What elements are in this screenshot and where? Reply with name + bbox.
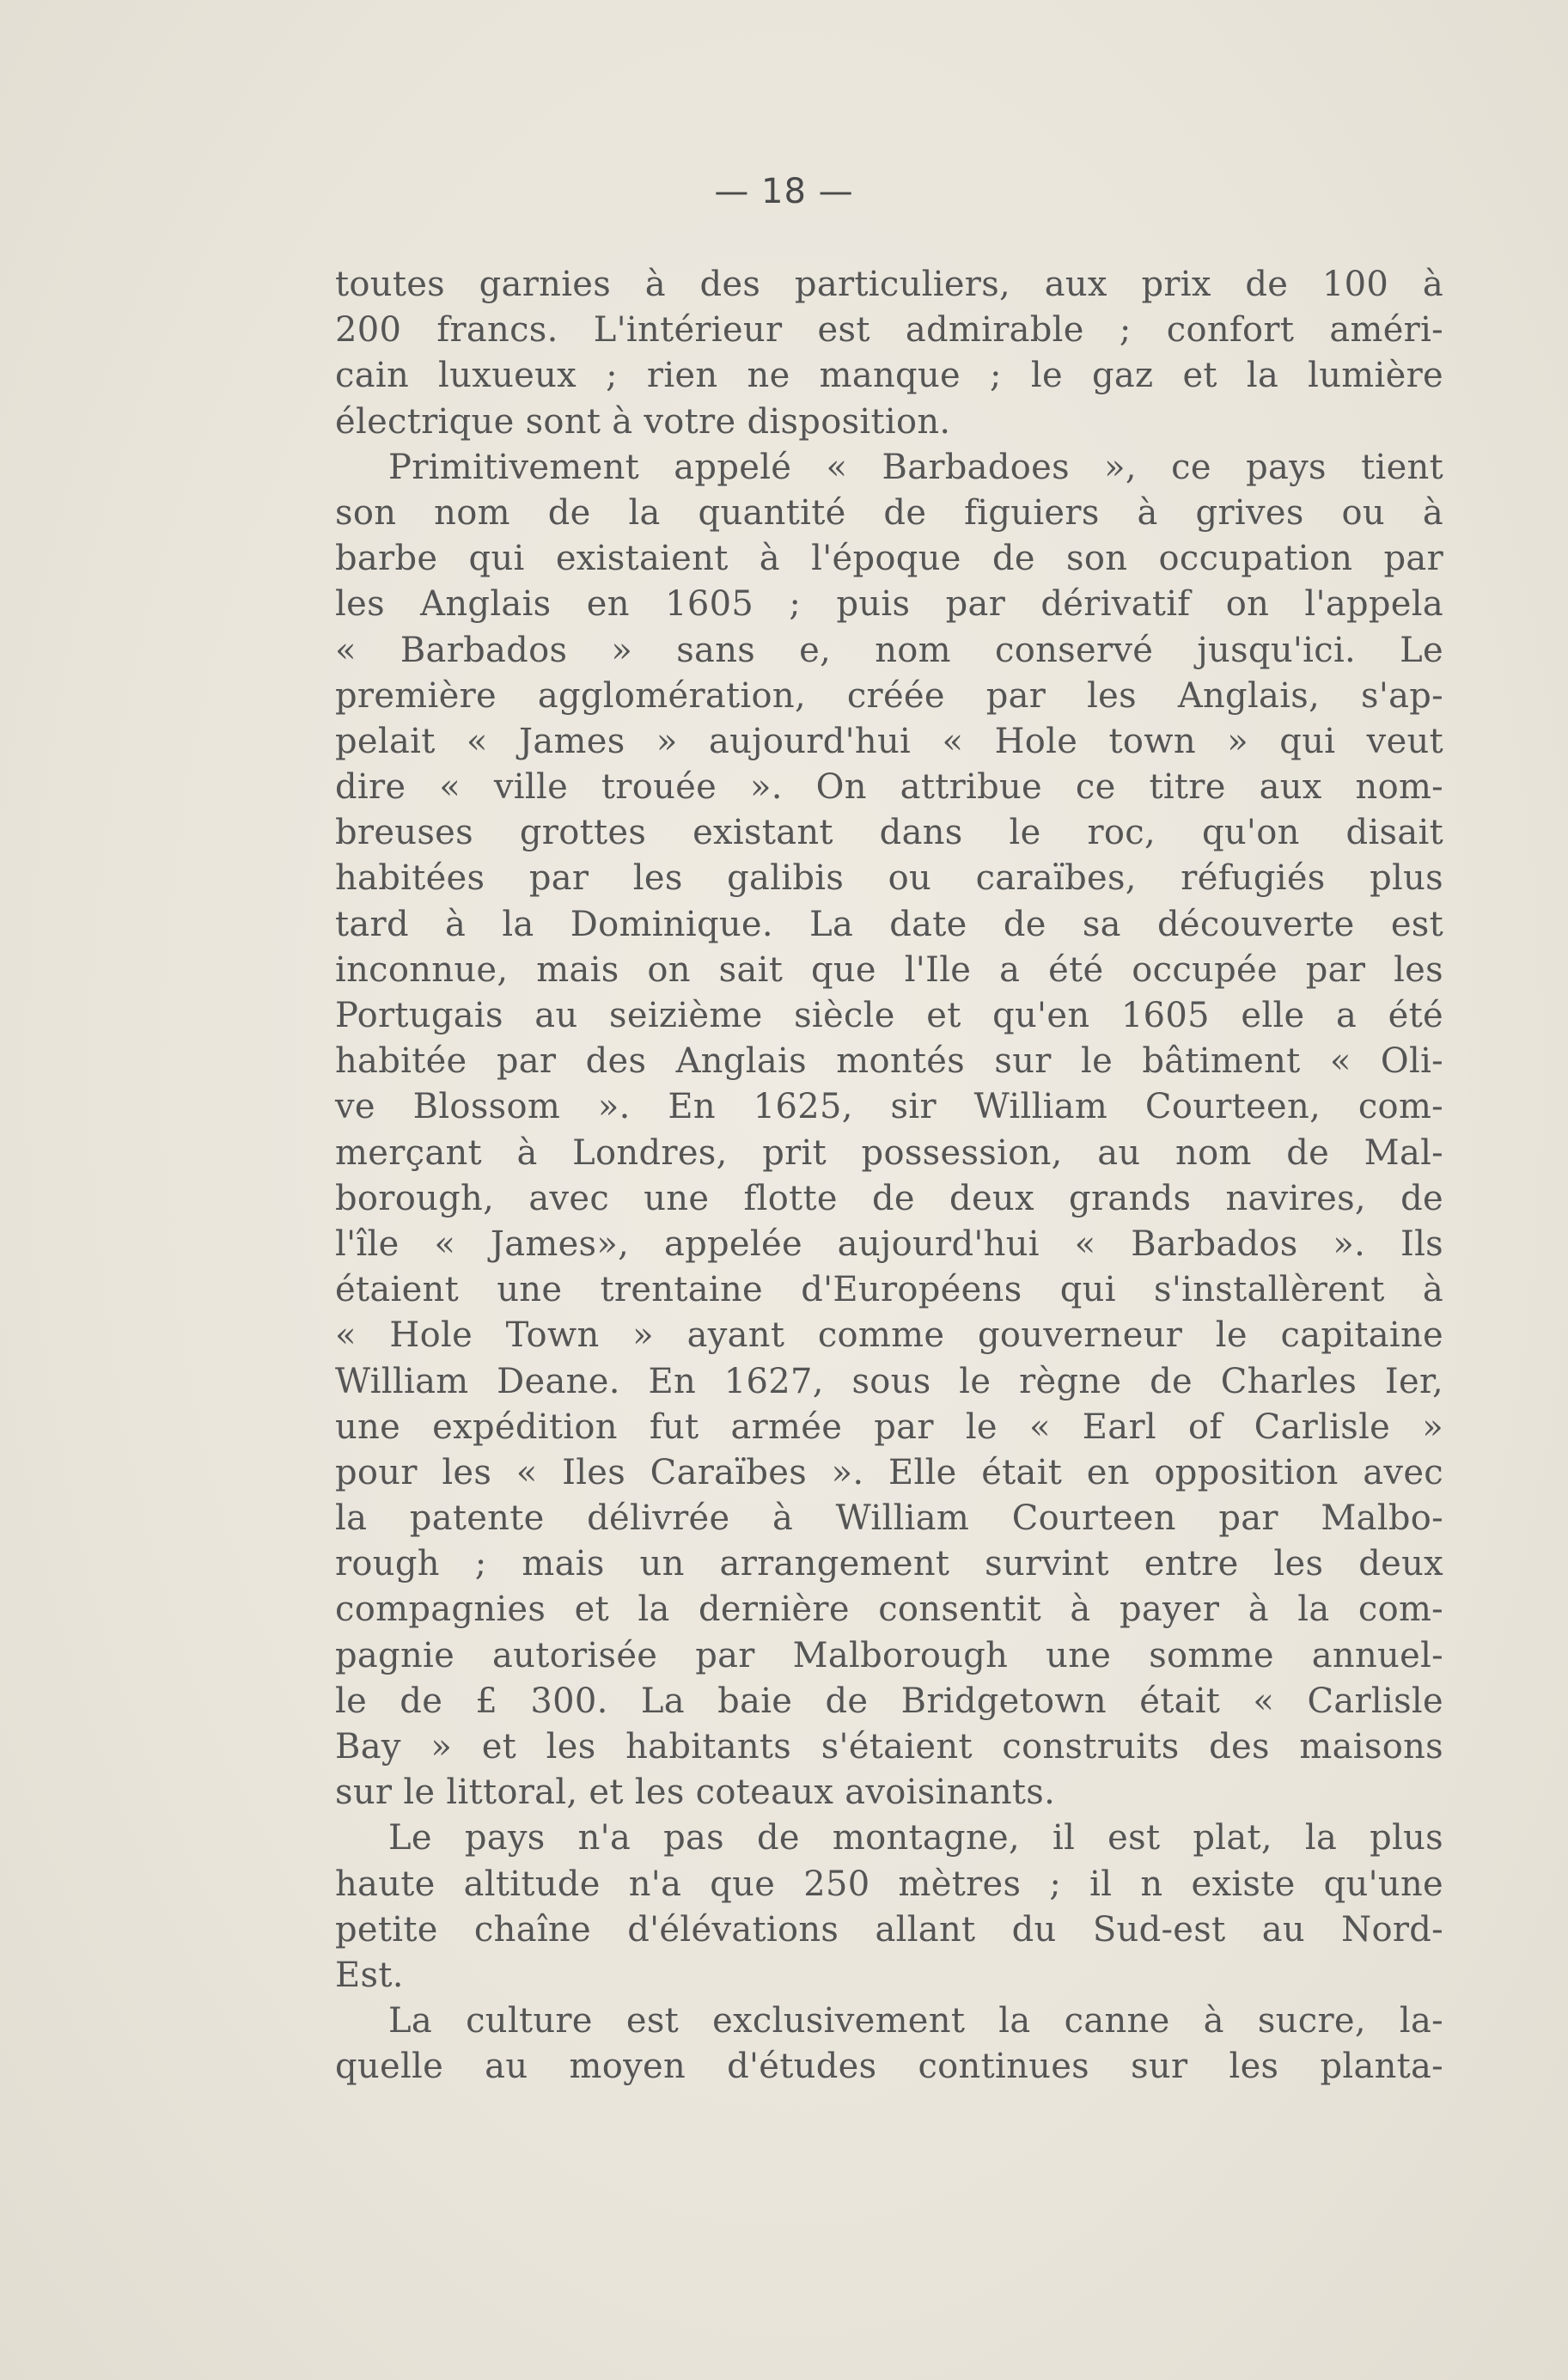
text-line: barbe qui existaient à l'époque de son occupation par <box>335 539 1443 579</box>
text-line: ve Blossom ». En 1625, sir William Courteen, com- <box>335 1087 1443 1127</box>
text-line: l'île « James», appelée aujourd'hui « Barbados ». Ils <box>335 1224 1443 1264</box>
text-line: Primitivement appelé « Barbadoes », ce pays tient <box>388 447 1443 487</box>
text-line: rough ; mais un arrangement survint entre les deux <box>335 1544 1443 1584</box>
text-line: borough, avec une flotte de deux grands navires, de <box>335 1178 1443 1218</box>
text-line: une expédition fut armée par le « Earl of Carlisle » <box>335 1407 1443 1447</box>
text-line: « Hole Town » ayant comme gouverneur le capitaine <box>335 1315 1443 1356</box>
text-line: quelle au moyen d'études continues sur les planta- <box>335 2047 1443 2087</box>
text-line: haute altitude n'a que 250 mètres ; il n existe qu'une <box>335 1864 1443 1904</box>
text-line: pagnie autorisée par Malborough une somme annuel- <box>335 1635 1443 1675</box>
text-line: toutes garnies à des particuliers, aux prix de 100 à <box>335 265 1443 304</box>
text-line: étaient une trentaine d'Européens qui s'installèrent à <box>335 1270 1443 1310</box>
text-line: merçant à Londres, prit possession, au nom de Mal- <box>335 1132 1443 1173</box>
text-line: Bay » et les habitants s'étaient construits des maisons <box>335 1727 1443 1767</box>
text-line: le de £ 300. La baie de Bridgetown était « Carlisle <box>335 1681 1443 1721</box>
text-line: tard à la Dominique. La date de sa découverte est <box>335 904 1443 944</box>
text-line: première agglomération, créée par les Anglais, s'ap- <box>335 675 1443 716</box>
page-number: — 18 — <box>714 172 854 211</box>
text-line: William Deane. En 1627, sous le règne de Charles Ier, <box>335 1361 1443 1401</box>
text-line: dire « ville trouée ». On attribue ce titre aux nom- <box>335 767 1443 808</box>
text-line: électrique sont à votre disposition. <box>335 401 951 442</box>
text-line: pelait « James » aujourd'hui « Hole town » qui veut <box>335 721 1443 761</box>
body-text <box>335 262 1443 2090</box>
text-line: Portugais au seizième siècle et qu'en 1605 elle a été <box>335 996 1443 1035</box>
text-line: petite chaîne d'élévations allant du Sud-est au Nord- <box>335 1909 1443 1950</box>
text-line: « Barbados » sans e, nom conservé jusqu'ici. Le <box>335 630 1443 670</box>
text-line: La culture est exclusivement la canne à sucre, la- <box>388 2001 1443 2041</box>
text-line: pour les « Iles Caraïbes ». Elle était en opposition avec <box>335 1452 1443 1492</box>
text-line: habitées par les galibis ou caraïbes, réfugiés plus <box>335 858 1443 899</box>
text-line: inconnue, mais on sait que l'Ile a été occupée par les <box>335 949 1443 990</box>
text-line: les Anglais en 1605 ; puis par dérivatif on l'appela <box>335 584 1443 625</box>
text-line: cain luxueux ; rien ne manque ; le gaz et la lumière <box>335 356 1443 396</box>
text-line: breuses grottes existant dans le roc, qu'on disait <box>335 813 1443 853</box>
text-line: Le pays n'a pas de montagne, il est plat, la plus <box>388 1818 1443 1858</box>
text-line: 200 francs. L'intérieur est admirable ; confort améri- <box>335 310 1443 351</box>
text-line: son nom de la quantité de figuiers à grives ou à <box>335 492 1443 533</box>
text-line: la patente délivrée à William Courteen par Malbo- <box>335 1498 1443 1539</box>
text-line: compagnies et la dernière consentit à payer à la com- <box>335 1590 1443 1630</box>
text-line: habitée par des Anglais montés sur le bâtiment « Oli- <box>335 1041 1443 1082</box>
text-line: Est. <box>335 1955 404 1995</box>
text-line: sur le littoral, et les coteaux avoisinants. <box>335 1773 1056 1813</box>
